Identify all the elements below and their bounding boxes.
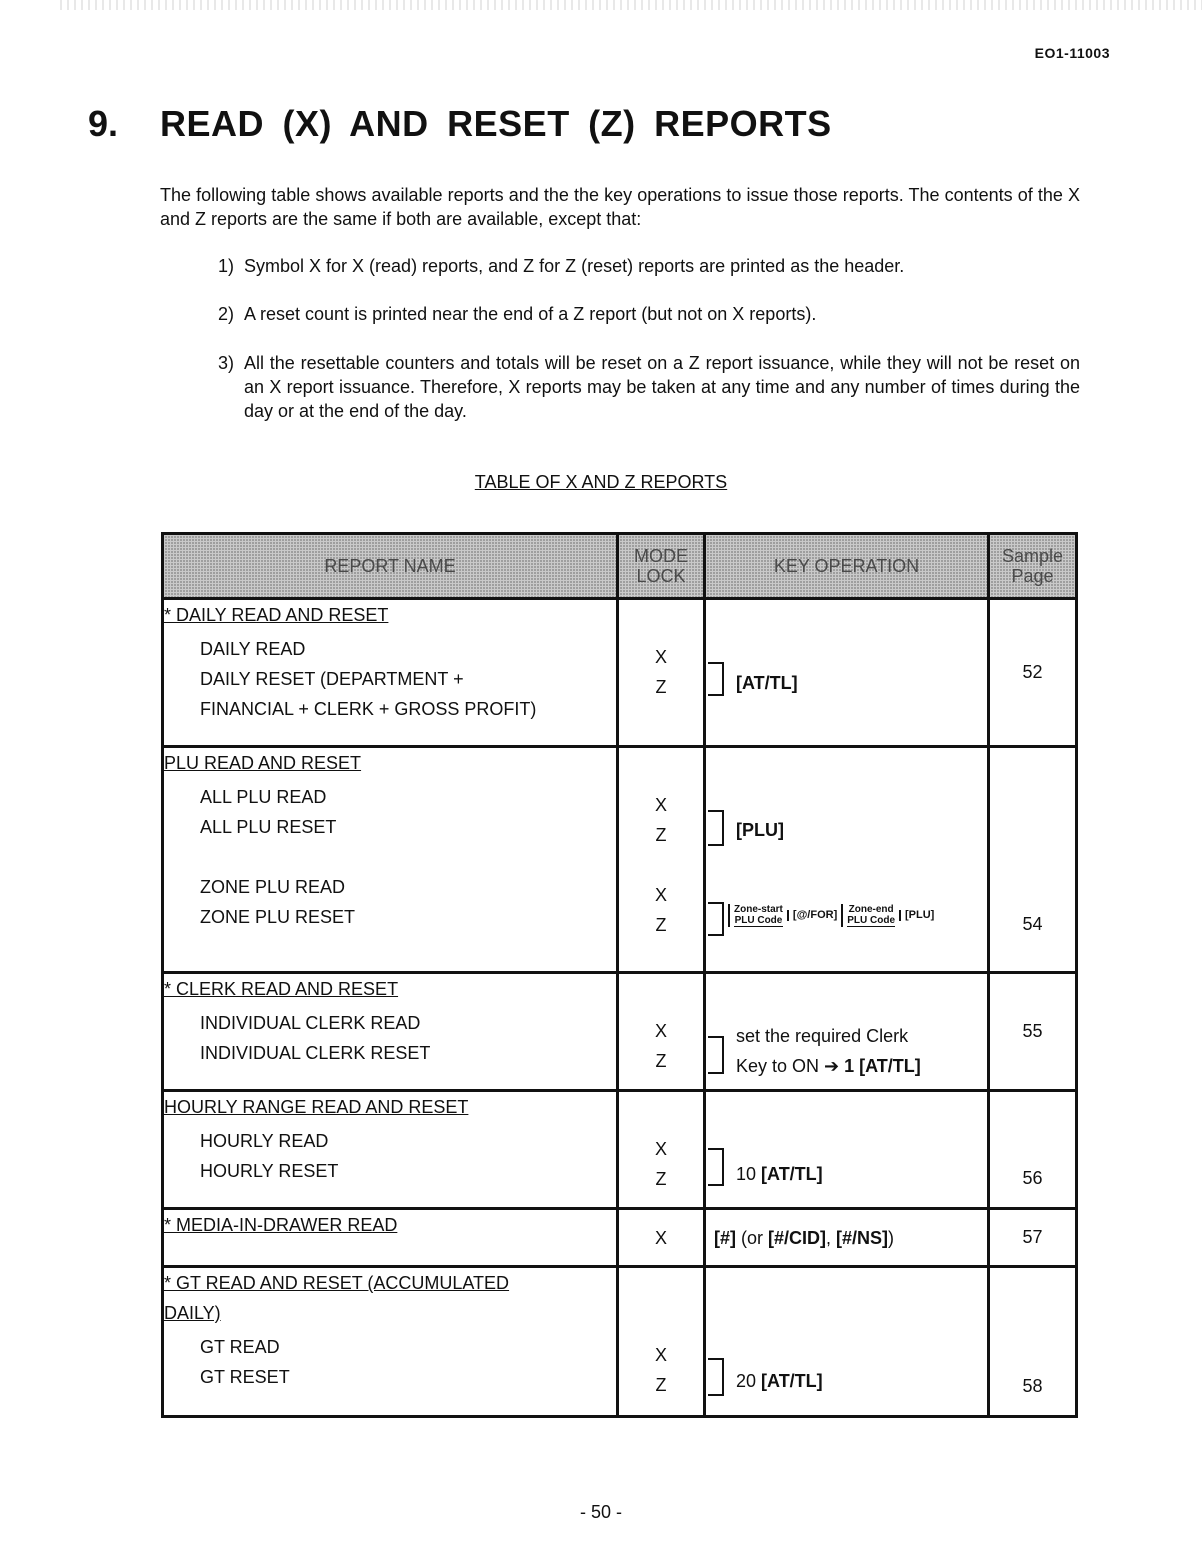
report-item: HOURLY READ [200,1131,329,1151]
exception-text: All the resettable counters and totals will be reset on a Z report issuance, while they will not be reset on an X report issuance. Therefore, X reports may be taken at any time and any number of times during the day or at the end of the day. [244,353,1080,421]
mode-lock-cell [618,599,705,747]
group-title: * CLERK READ AND RESET [164,979,399,999]
report-name-cell [163,973,618,1091]
zone-start-code: Zone-start PLU Code [728,904,787,927]
group-title: * GT READ AND RESET (ACCUMULATED [164,1273,510,1293]
bracket-mark [708,1036,724,1074]
key-sequence: [AT/TL] [736,673,798,693]
group-title: HOURLY RANGE READ AND RESET [164,1097,469,1117]
sample-page-cell: 54 [989,747,1077,973]
mode-value: X [654,1021,667,1041]
key-instruction-line2: Key to ON ➔ 1 [AT/TL] [736,1056,921,1076]
group-title-continued: DAILY) [164,1303,221,1323]
exception-number: 2) [218,304,235,324]
zone-end-code: Zone-end PLU Code [841,904,899,927]
mode-value: Z [655,1169,667,1189]
zone-key-sequence [728,904,938,927]
header-page-line2: Page [1011,566,1054,586]
report-item: ALL PLU READ [200,787,327,807]
header-mode-lock [618,534,705,599]
sample-page-cell: 58 [989,1267,1077,1417]
sample-page-cell: 56 [989,1091,1077,1209]
exception-text: A reset count is printed near the end of a Z report (but not on X reports). [244,304,817,324]
mode-value: X [654,647,667,667]
reports-table [161,532,1078,1418]
exception-item-1 [218,254,1080,278]
group-title: * MEDIA-IN-DRAWER READ [164,1215,398,1235]
mode-value: Z [655,677,667,697]
mode-lock-cell [618,1267,705,1417]
mode-value: Z [655,825,667,845]
group-title: PLU READ AND RESET [164,753,362,773]
report-item: DAILY RESET (DEPARTMENT + [200,669,464,689]
mode-value: X [654,1345,667,1365]
report-name-cell [163,599,618,747]
report-item: FINANCIAL + CLERK + GROSS PROFIT) [200,699,537,719]
key-instruction-line1: set the required Clerk [736,1026,909,1046]
mode-value: X [654,1227,667,1248]
report-item: GT RESET [200,1367,290,1387]
header-mode-line2: LOCK [636,566,686,586]
table-row-plu [163,747,1077,973]
header-mode-line1: MODE [634,546,688,566]
bracket-mark [708,662,724,696]
header-report-name: REPORT NAME [163,534,618,599]
section-title: READ (X) AND RESET (Z) REPORTS [160,103,832,144]
table-row-clerk [163,973,1077,1091]
document-id: EO1-11003 [1034,45,1110,61]
key-operation-cell [705,1209,989,1267]
key-operation-cell [705,1091,989,1209]
mode-lock-cell [618,747,705,973]
report-name-cell [163,1267,618,1417]
key-operation-cell [705,747,989,973]
table-row-media [163,1209,1077,1267]
scan-artifact [60,0,1202,10]
arrow-icon: ➔ [824,1056,840,1076]
intro-paragraph: The following table shows available reports and the the key operations to issue those reports. The contents of the X and Z reports are the same if both are available, except that: [160,185,1080,229]
mode-value: Z [655,1375,667,1395]
mode-lock-cell [618,973,705,1091]
sample-page-cell: 55 [989,973,1077,1091]
sample-page-cell: 52 [989,599,1077,747]
for-key: [@/FOR] [787,910,841,921]
header-sample-page [989,534,1077,599]
exception-number: 1) [218,256,235,276]
bracket-mark [708,902,724,936]
table-caption: TABLE OF X AND Z REPORTS [474,472,728,492]
table-row-hourly [163,1091,1077,1209]
report-item: INDIVIDUAL CLERK RESET [200,1043,431,1063]
exception-number: 3) [218,353,235,373]
report-item: GT READ [200,1337,280,1357]
mode-value: Z [655,915,667,935]
plu-key: [PLU] [899,910,938,921]
key-sequence: [#] (or [#/CID], [#/NS]) [714,1227,895,1248]
report-name-cell [163,1209,618,1267]
report-item: ZONE PLU READ [200,877,346,897]
table-row-gt [163,1267,1077,1417]
key-operation-cell [705,1267,989,1417]
header-key-operation: KEY OPERATION [705,534,989,599]
group-title: * DAILY READ AND RESET [164,605,389,625]
header-page-line1: Sample [1001,546,1064,566]
key-sequence: [PLU] [736,820,784,840]
page-number: - 50 - [579,1502,622,1522]
report-name-cell [163,747,618,973]
exception-item-3 [218,351,1080,423]
exception-item-2 [218,302,1080,326]
report-name-cell [163,1091,618,1209]
mode-value: X [654,1139,667,1159]
key-sequence: 10 [AT/TL] [736,1164,823,1184]
mode-value: Z [655,1051,667,1071]
key-operation-cell [705,973,989,1091]
report-item: DAILY READ [200,639,306,659]
report-item: INDIVIDUAL CLERK READ [200,1013,421,1033]
bracket-mark [708,1358,724,1396]
sample-page-cell: 57 [989,1209,1077,1267]
report-item: ZONE PLU RESET [200,907,356,927]
key-operation-cell [705,599,989,747]
exception-text: Symbol X for X (read) reports, and Z for Z (reset) reports are printed as the header. [244,256,905,276]
mode-lock-cell [618,1091,705,1209]
table-row-daily [163,599,1077,747]
mode-lock-cell [618,1209,705,1267]
mode-value: X [654,885,667,905]
key-sequence: 20 [AT/TL] [736,1371,823,1391]
table-header-row [163,534,1077,599]
report-item: HOURLY RESET [200,1161,339,1181]
bracket-mark [708,1148,724,1186]
section-number: 9. [88,103,119,144]
bracket-mark [708,810,724,846]
report-item: ALL PLU RESET [200,817,337,837]
mode-value: X [654,795,667,815]
